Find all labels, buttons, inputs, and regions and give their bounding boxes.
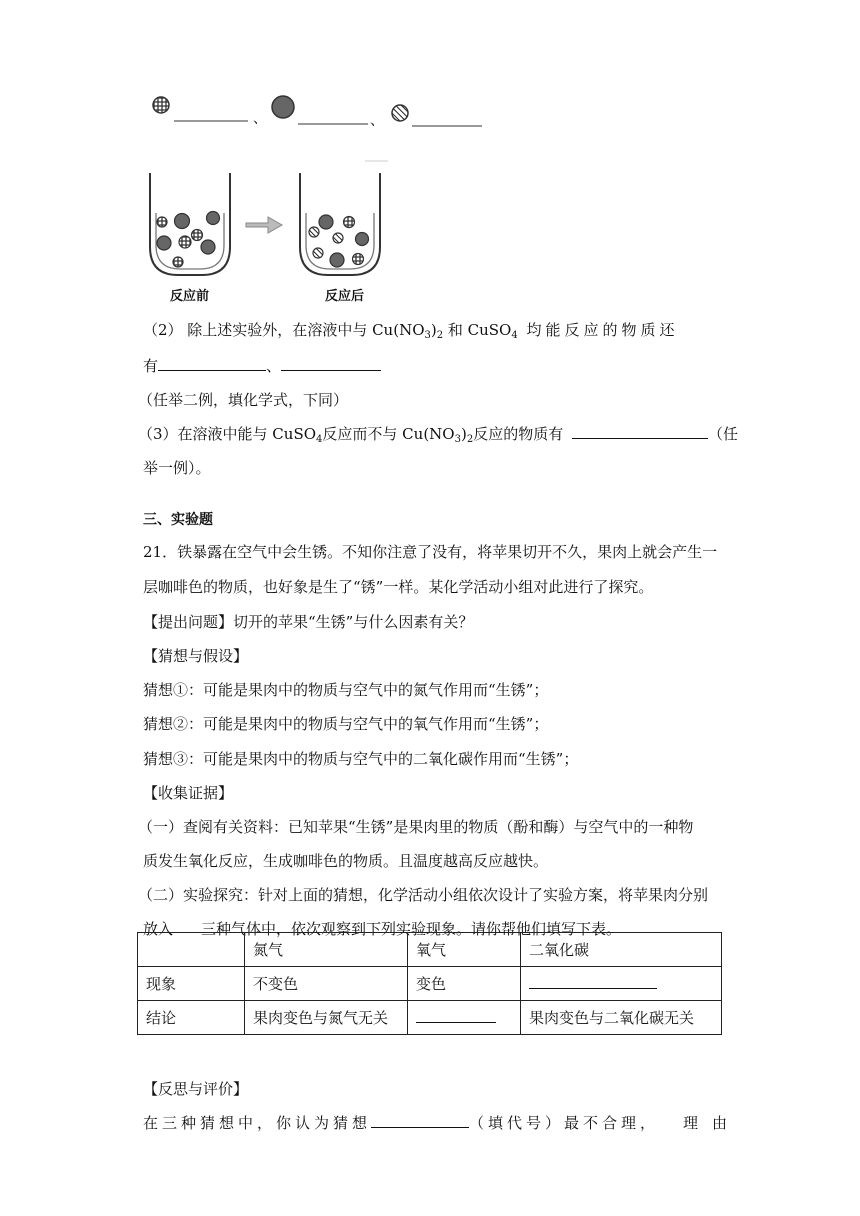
q21-guess1: 猜想①：可能是果肉中的物质与空气中的氮气作用而“生锈”； (143, 681, 549, 699)
q21-evidence-tag: 【收集证据】 (143, 784, 234, 802)
grid-particle-icon (153, 97, 169, 113)
tube-after (300, 173, 380, 275)
caption-after: 反应后 (325, 289, 365, 304)
q21-ev1-line1: （一）查阅有关资料：已知苹果“生锈”是果肉里的物质（酚和酶）与空气中的一种物 (138, 818, 694, 836)
section-title: 三、实验题 (143, 512, 213, 528)
table-cell (521, 967, 722, 1001)
q21-reflect-tag: 【反思与评价】 (143, 1080, 249, 1098)
q3-line2: 举一例）。 (143, 459, 211, 477)
q21-guess2: 猜想②：可能是果肉中的物质与空气中的氧气作用而“生锈”； (143, 715, 549, 733)
legend-separator-1: 、 (253, 111, 267, 127)
hatched-particle-icon (392, 105, 408, 121)
q3-line1: （3）在溶液中能与 CuSO$_4$反应而不与 $Cu(NO_3)_2$反应的物质有 （任 (138, 425, 738, 445)
table-cell (408, 1001, 521, 1035)
reflect-answer-blank[interactable] (371, 1113, 469, 1128)
q2-answer-blank-1[interactable] (158, 356, 266, 371)
q21-ev1-line2: 质发生氧化反应，生成咖啡色的物质。且温度越高反应越快。 (143, 852, 549, 870)
q2-line1: （2） 除上述实验外，在溶液中与 $Cu(NO_3)_2$ 和 CuSO$_4$ 均能反应的物质还 (143, 321, 679, 341)
q21-ask: 【提出问题】切开的苹果“生锈”与什么因素有关？ (143, 613, 474, 631)
table-row-phenomenon (138, 967, 722, 1001)
test-tube-diagram (140, 155, 390, 285)
table-cell: 氮气 (245, 933, 408, 967)
q21-line1: 21．铁暴露在空气中会生锈。不知你注意了没有，将苹果切开不久，果肉上就会产生一 (143, 543, 718, 561)
q2-note: （任举二例，填化学式，下同） (138, 391, 349, 409)
table-cell: 不变色 (245, 967, 408, 1001)
table-cell: 果肉变色与二氧化碳无关 (521, 1001, 722, 1035)
table-cell (138, 933, 245, 967)
q21-ev2-line1: （二）实验探究：针对上面的猜想，化学活动小组依次设计了实验方案，将苹果肉分别 (138, 886, 709, 904)
table-cell: 结论 (138, 1001, 245, 1035)
oxygen-conclusion-blank[interactable] (416, 1008, 496, 1023)
table-cell: 氧气 (408, 933, 521, 967)
caption-before: 反应前 (170, 289, 210, 304)
q2-line2: 有 、 (143, 355, 381, 376)
reaction-arrow-icon (246, 217, 282, 233)
q21-guess-tag: 【猜想与假设】 (143, 647, 249, 665)
table-cell: 果肉变色与氮气无关 (245, 1001, 408, 1035)
tube-before (150, 173, 230, 275)
q3-answer-blank[interactable] (572, 424, 708, 439)
table-cell: 变色 (408, 967, 521, 1001)
particle-legend (140, 88, 510, 138)
co2-phenomenon-blank[interactable] (529, 974, 657, 989)
table-cell: 二氧化碳 (521, 933, 722, 967)
table-cell: 现象 (138, 967, 245, 1001)
q2-answer-blank-2[interactable] (281, 356, 381, 371)
q21-guess3: 猜想③：可能是果肉中的物质与空气中的二氧化碳作用而“生锈”； (143, 750, 579, 768)
table-header-row (138, 933, 722, 967)
solid-particle-icon (272, 96, 294, 118)
q21-line2: 层咖啡色的物质，也好象是生了“锈”一样。某化学活动小组对此进行了探究。 (143, 578, 654, 596)
experiment-table (137, 932, 722, 1035)
q21-reflect-line: 在三种猜想中，你认为猜想 （填代号）最不合理， 理由 (143, 1114, 742, 1132)
q21-ev2-line2: 放入 三种气体中，依次观察到下列实验现象。请你帮他们填写下表。 (143, 920, 622, 938)
table-row-conclusion (138, 1001, 722, 1035)
legend-separator-2: 、 (370, 113, 384, 129)
